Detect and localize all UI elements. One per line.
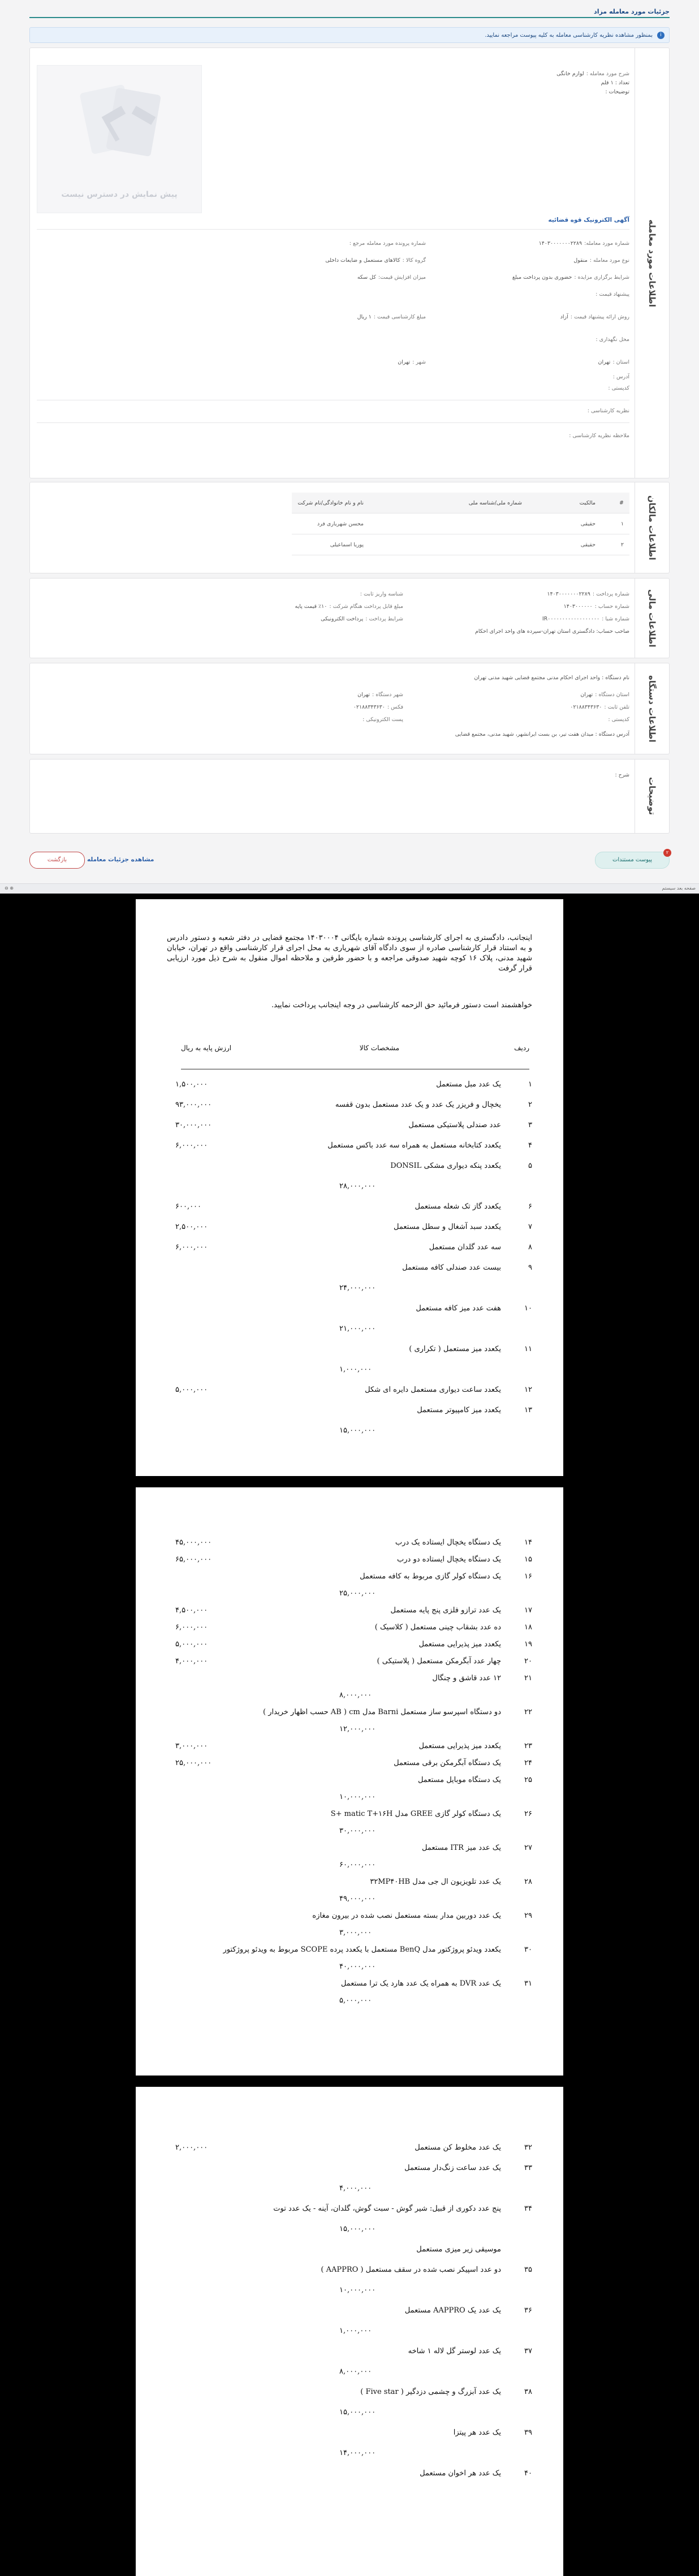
field-label: استان دستگاه : [595, 692, 629, 698]
item-number: ۲۱ [524, 1674, 532, 1682]
field-label: میزان افزایش قیمت: [378, 274, 426, 281]
desc-row [556, 71, 629, 77]
item-number: ۱۲ [524, 1386, 532, 1394]
back-button[interactable]: بازگشت [29, 852, 85, 869]
owner-name: پوریا اسماعیلی [292, 534, 369, 555]
item-value: ۶۰,۰۰۰,۰۰۰ [339, 1861, 376, 1869]
item-value: ۳۰,۰۰۰,۰۰۰ [339, 1827, 376, 1835]
info-alert [29, 27, 670, 43]
desc-value: لوازم خانگی [556, 71, 584, 77]
item-number: ۲ [528, 1101, 532, 1109]
item-value: ۱,۰۰۰,۰۰۰ [339, 1365, 372, 1374]
field-category [325, 257, 426, 264]
item-description: یکعدد میز کامپیوتر مستعمل [417, 1406, 501, 1414]
field-postcode [606, 385, 629, 391]
item-number: ۳۶ [524, 2306, 532, 2315]
item-number: ۳۸ [524, 2388, 532, 2396]
field-value: ۱۴۰۳۰۰۰۰۰۰ [563, 603, 593, 610]
notes-section [29, 759, 670, 834]
item-value: ۶,۰۰۰,۰۰۰ [175, 1141, 208, 1150]
item-description: یک عدد ساعت زنگ‌دار مستعمل [404, 2164, 501, 2172]
field-label: شرایط برگزاری مزایده : [574, 274, 629, 281]
item-number: ۱ [528, 1080, 532, 1089]
item-description: دو عدد اسپیکر نصب شده در سقف مستعمل ( AAPPRO ) [321, 2266, 501, 2274]
item-description: یکعدد میز پذیرایی مستعمل [418, 1742, 501, 1750]
item-value: ۴,۰۰۰,۰۰۰ [339, 2184, 372, 2193]
field-label: کدپستی : [608, 717, 629, 723]
item-description: یک عدد هر اخوان مستعمل [420, 2469, 501, 2478]
details-page [0, 0, 699, 894]
title-divider [29, 17, 670, 18]
field-value: حضوری بدون پرداخت مبلغ [512, 274, 572, 281]
item-value: ۶,۰۰۰,۰۰۰ [175, 1623, 208, 1632]
item-description: یک عدد میز ITR مستعمل [422, 1844, 501, 1852]
office-province [580, 692, 629, 698]
item-value: ۴,۵۰۰,۰۰۰ [175, 1606, 208, 1615]
footer-bar [0, 883, 699, 894]
item-value: ۱۵,۰۰۰,۰۰۰ [339, 2408, 376, 2417]
item-description: یک عدد لوستر گل لاله ۱ شاخه [408, 2347, 501, 2355]
field-value: تهران [598, 359, 611, 365]
header-cell: شماره ملی/شناسه ملی [369, 493, 528, 514]
field-value: تهران [398, 359, 411, 365]
field-value: IR۰۰۰۰۰۰۰۰۰۰۰۰۰۰۰۰۰۰ [542, 616, 600, 622]
item-number: ۱۰ [524, 1304, 532, 1313]
item-value: ۱,۰۰۰,۰۰۰ [339, 2327, 372, 2335]
field-item-type [573, 257, 629, 264]
field-label: نوع مورد معامله : [589, 257, 629, 264]
field-location [593, 336, 629, 343]
attachments-label: پیوست مستندات [612, 857, 653, 863]
item-number: ۲۸ [524, 1878, 532, 1886]
item-description: یک عدد DVR به همراه یک عدد هارد یک ترا مستعمل [340, 1979, 501, 1988]
item-description: دو دستگاه اسپرسو ساز مستعمل Barni مدل cm ( AB حسب اظهار خریدار ) [263, 1708, 501, 1716]
item-value: ۴,۰۰۰,۰۰۰ [175, 1657, 208, 1665]
field-label: پست الکترونیکی : [363, 717, 403, 723]
owners-table [292, 493, 629, 555]
item-description: یکعدد ساعت دیواری مستعمل دایره ای شکل [365, 1386, 501, 1394]
item-number: ۲۰ [524, 1657, 532, 1665]
owner-name: محسن شهریاری فرد [292, 514, 369, 534]
item-description: یک دستگاه یخچال ایستاده دو درب [397, 1555, 501, 1564]
field-value: منقول [573, 257, 588, 264]
field-value: ۰۲۱۸۸۳۴۳۶۳۰ [353, 704, 385, 710]
item-number: ۳۹ [524, 2428, 532, 2437]
owners-header [292, 493, 629, 514]
field-label: پیشنهاد قیمت : [596, 291, 629, 297]
desc-label: شرح مورد معامله : [586, 71, 629, 77]
item-description: عدد صندلی پلاستیکی مستعمل [408, 1121, 501, 1129]
office-address: آدرس دستگاه : میدان هفت تیر، بن بست ایرانشهر، شهید مدنی، مجتمع قضایی [455, 731, 629, 737]
field-value: آزاد [560, 314, 568, 320]
doc-intro2: خواهشمند است دستور فرمائید حق الزحمه کارشناسی در وجه اینجانب پرداخت نمایید. [271, 1001, 532, 1009]
footer-text: صفحه بعد سیستم [662, 886, 696, 891]
ad-link[interactable]: آگهی الکترونیک قوه قضائیه [548, 217, 629, 223]
item-number: ۳۵ [524, 2266, 532, 2274]
item-description: یک عدد آبزرگ و چشمی دزدگیر ( Five star ) [360, 2388, 501, 2396]
field-value: کل سکه [357, 274, 376, 281]
owner-index: ۱ [601, 514, 629, 534]
item-description: یک دستگاه کولر گازی مربوط به کافه مستعمل [360, 1572, 501, 1581]
owners-title: اطلاعات مالکان [647, 495, 657, 560]
item-description: یکعدد ویدئو پروژکتور مدل BenQ مستعمل با یکعدد پرده SCOPE مربوط به ویدئو پروژکتور [223, 1945, 501, 1954]
item-value: ۶۵,۰۰۰,۰۰۰ [175, 1555, 212, 1564]
item-value: ۲۵,۰۰۰,۰۰۰ [339, 1589, 376, 1598]
item-number: ۴ [528, 1141, 532, 1150]
item-value: ۴۰,۰۰۰,۰۰۰ [339, 1962, 376, 1971]
item-number: ۱۵ [524, 1555, 532, 1564]
item-number: ۹ [528, 1263, 532, 1272]
item-value: ۸,۰۰۰,۰۰۰ [339, 1691, 372, 1699]
item-description: موسیقی زیر میزی مستعمل [416, 2245, 501, 2254]
item-value: ۲,۰۰۰,۰۰۰ [175, 2143, 208, 2152]
item-description: یک عدد ترازو فلزی پنج پایه مستعمل [390, 1606, 501, 1615]
office-post [606, 717, 629, 723]
field-label: نظریه کارشناسی : [587, 408, 629, 414]
field-label: شرایط پرداخت : [365, 616, 403, 622]
field-increase [357, 274, 426, 281]
field-label: مبلغ قابل پرداخت هنگام شرکت : [329, 603, 403, 610]
office-name: نام دستگاه : واحد اجرای احکام مدنی مجتمع قضایی شهید مدنی تهران [474, 675, 629, 681]
col-spec: مشخصات کالا [359, 1044, 399, 1052]
item-value: ۱۲,۰۰۰,۰۰۰ [339, 1725, 376, 1733]
item-number: ۳۱ [524, 1979, 532, 1988]
field-label: گروه کالا : [402, 257, 426, 264]
field-label: شناسه واریز ثابت : [360, 591, 403, 597]
field-value: کالاهای مستعمل و ضایعات داخلی [325, 257, 400, 264]
item-value: ۴۵,۰۰۰,۰۰۰ [175, 1538, 212, 1547]
owner-id [369, 534, 528, 555]
item-number: ۳۴ [524, 2204, 532, 2213]
col-row: ردیف [514, 1044, 529, 1052]
item-description: یک عدد دوربین مدار بسته مستعمل نصب شده در بیرون مغازه [312, 1911, 501, 1920]
item-info-side [635, 48, 669, 478]
field-label: مبلغ کارشناسی قیمت : [373, 314, 426, 320]
item-number: ۱۳ [524, 1406, 532, 1414]
table-row [292, 514, 629, 534]
item-value: ۱۴,۰۰۰,۰۰۰ [339, 2449, 376, 2457]
item-number: ۲۹ [524, 1911, 532, 1920]
item-value: ۲۱,۰۰۰,۰۰۰ [339, 1324, 376, 1333]
field-payment-terms [321, 616, 403, 622]
finance-section [29, 578, 670, 658]
alert-text: بمنظور مشاهده نظریه کارشناسی معامله به کلیه پیوست مراجعه نمایید. [485, 32, 653, 38]
table-row [292, 534, 629, 555]
header-cell: # [601, 493, 629, 514]
item-number: ۳۷ [524, 2347, 532, 2355]
office-city [357, 692, 403, 698]
office-email [360, 717, 403, 723]
field-case-number [347, 240, 426, 247]
item-description: یک دستگاه موبایل مستعمل [417, 1776, 501, 1784]
field-label: آدرس : [612, 374, 629, 380]
document-page-1 [136, 899, 563, 1476]
field-label: تلفن ثابت : [604, 704, 629, 710]
doc-intro: اینجانب، دادگستری به اجرای کارشناسی پرونده شماره بایگانی ۱۴۰۳۰۰۰۴ مجتمع قضایی در دفتر شعبه و دستور دادرس و به استناد قرار کارشناسی صادره از سوی دادگاه آقای شهریاری به محل اجرای قرار کارشناسی واقع در تهران، خیابان شهید مدنی، پلاک ۱۶ کوچه شهید صدوقی مراجعه و با حضور طرفین و ملاحظه اموال منقول به شرح ذیل مورد ارزیابی قرار گرفت [167, 934, 532, 973]
owner-index: ۲ [601, 534, 629, 555]
field-item-number [539, 240, 629, 247]
field-label: شماره پرداخت : [592, 591, 629, 597]
field-offer [593, 291, 629, 297]
field-value: پرداخت الکترونیکی [321, 616, 364, 622]
field-value: ۱۰٪ قیمت پایه [295, 603, 327, 610]
field-label: شماره مورد معامله: [584, 240, 629, 247]
item-number: ۳۲ [524, 2143, 532, 2152]
item-value: ۸,۰۰۰,۰۰۰ [339, 2367, 372, 2376]
field-value: ۱۴۰۳۰۰۰۰۰۰۰۲۲۸۹ [538, 240, 582, 247]
item-value: ۶۰۰,۰۰۰ [175, 1202, 202, 1211]
item-description: یکعدد میز مستعمل ( تکراری ) [409, 1345, 501, 1353]
item-number: ۲۷ [524, 1844, 532, 1852]
field-label: شهر دستگاه : [372, 692, 403, 698]
page-title: جزئیات مورد معامله مزاد [594, 8, 670, 15]
finance-side [635, 579, 669, 658]
owners-section [29, 482, 670, 573]
divider [37, 422, 629, 423]
document-page-3 [136, 2087, 563, 2576]
owner-id [369, 514, 528, 534]
document-page-2 [136, 1487, 563, 2076]
item-description: یک عدد تلویزیون ال جی مدل ۳۲MP۴۰HB [370, 1878, 501, 1886]
item-description: چهار عدد آبگرمکن مستعمل ( پلاستیکی ) [377, 1657, 501, 1665]
header-cell: نام و نام خانوادگی/نام شرکت [292, 493, 369, 514]
owner-type: حقیقی [528, 534, 601, 555]
item-number: ۲۴ [524, 1759, 532, 1767]
field-label: شماره شبا : [602, 616, 629, 622]
item-value: ۳,۰۰۰,۰۰۰ [339, 1928, 372, 1937]
item-description: هفت عدد میز کافه مستعمل [416, 1304, 501, 1313]
item-number: ۱۶ [524, 1572, 532, 1581]
image-placeholder [37, 65, 202, 213]
office-side [635, 663, 669, 754]
item-description: یک دستگاه کولر گازی GREE مدل S+ matic T+۱۶H [330, 1810, 501, 1818]
field-city [398, 359, 426, 365]
field-label: محل نگهداری : [596, 336, 629, 343]
item-description: یکعدد پنکه دیواری مشکی DONSIL [390, 1162, 501, 1170]
item-value: ۲۴,۰۰۰,۰۰۰ [339, 1284, 376, 1292]
field-value: تهران [357, 692, 370, 698]
field-label: فکس : [387, 704, 403, 710]
field-payment-number [547, 591, 629, 597]
item-value: ۱۰,۰۰۰,۰۰۰ [339, 1793, 376, 1801]
item-description: ۱۲ عدد قاشق و چنگال [432, 1674, 501, 1682]
item-description: ده عدد بشقاب چینی مستعمل ( کلاسیک ) [374, 1623, 501, 1632]
field-offer-method [560, 314, 629, 320]
finance-title: اطلاعات مالی [647, 589, 657, 648]
field-payable [295, 603, 403, 610]
field-label: شماره حساب : [594, 603, 629, 610]
field-view-opinion [567, 433, 629, 439]
item-description: یک عدد هر پیتزا [453, 2428, 501, 2437]
office-section [29, 663, 670, 754]
item-number: ۱۱ [524, 1345, 532, 1353]
divider [37, 229, 629, 230]
item-description: یکعدد سبد آشغال و سطل مستعمل [394, 1223, 501, 1231]
item-number: ۷ [528, 1223, 532, 1231]
item-number: ۳۳ [524, 2164, 532, 2172]
view-details-link[interactable]: مشاهده جزئیات معامله [87, 856, 154, 863]
item-info-section [29, 48, 670, 478]
item-number: ۱۷ [524, 1606, 532, 1615]
item-number: ۲۵ [524, 1776, 532, 1784]
item-value: ۵,۰۰۰,۰۰۰ [339, 1996, 372, 2005]
field-label: شماره پرونده مورد معامله مرجع : [349, 240, 426, 247]
item-number: ۳۰ [524, 1945, 532, 1954]
item-number: ۸ [528, 1243, 532, 1252]
field-value: ۱ ریال [357, 314, 372, 320]
item-value: ۵,۰۰۰,۰۰۰ [175, 1386, 208, 1394]
account-owner: صاحب حساب: دادگستری استان تهران-سپرده های واحد اجرای احکام [474, 628, 629, 635]
item-description: یخچال و فریزر یک عدد و یک عدد مستعمل بدون قفسه [335, 1101, 501, 1109]
item-value: ۲۸,۰۰۰,۰۰۰ [339, 1182, 376, 1190]
field-label: استان : [612, 359, 629, 365]
item-number: ۱۹ [524, 1640, 532, 1649]
item-value: ۲۵,۰۰۰,۰۰۰ [175, 1759, 212, 1767]
item-value: ۱۵,۰۰۰,۰۰۰ [339, 1426, 376, 1435]
item-description: پنج عدد دکوری از قبیل: شیر گوش - سبت گوش، گلدان، آینه - یک عدد توت [273, 2204, 501, 2213]
col-value: ارزش پایه به ریال [181, 1044, 232, 1052]
attachments-button[interactable] [595, 852, 670, 869]
office-title: اطلاعات دستگاه [647, 675, 657, 743]
item-number: ۲۲ [524, 1708, 532, 1716]
office-tel [570, 704, 629, 710]
field-label: کدپستی : [608, 385, 629, 391]
field-label: ملاحظه نظریه کارشناسی : [569, 433, 629, 439]
item-number: ۶ [528, 1202, 532, 1211]
item-value: ۶,۰۰۰,۰۰۰ [175, 1243, 208, 1252]
item-description: یک عدد یک AAPPRO مستعمل [404, 2306, 501, 2315]
notes-side [635, 760, 669, 833]
item-description: سه عدد گلدان مستعمل [429, 1243, 501, 1252]
item-number: ۳ [528, 1121, 532, 1129]
desc-count: تعداد : ۱ قلم [601, 80, 629, 86]
field-label: شهر : [412, 359, 426, 365]
item-number: ۲۳ [524, 1742, 532, 1750]
item-value: ۳۰,۰۰۰,۰۰۰ [175, 1121, 212, 1129]
item-value: ۲,۵۰۰,۰۰۰ [175, 1223, 208, 1231]
item-number: ۲۶ [524, 1810, 532, 1818]
item-description: یکعدد میز پذیرایی مستعمل [418, 1640, 501, 1649]
item-description: یک دستگاه یخچال ایستاده یک درب [395, 1538, 501, 1547]
item-number: ۱۴ [524, 1538, 532, 1547]
field-expert-opinion [585, 408, 629, 414]
item-description: یک دستگاه آبگرمکن برقی مستعمل [394, 1759, 501, 1767]
attachments-badge: ۲ [663, 849, 671, 857]
notes-title: توضیحات [647, 777, 657, 815]
item-value: ۹۳,۰۰۰,۰۰۰ [175, 1101, 212, 1109]
field-account-number [564, 603, 629, 610]
desc-notes: توضیحات : [605, 89, 629, 95]
field-deposit-id [358, 591, 403, 597]
item-description: یکعدد گاز تک شعله مستعمل [415, 1202, 501, 1211]
header-cell: مالکیت [528, 493, 601, 514]
field-value: ۱۴۰۳۰۰۰۰۰۰۰۲۲۸۹ [547, 591, 590, 597]
image-placeholder-text: پیش نمایش در دسترس نیست [61, 190, 178, 199]
item-description: یک عدد مخلوط کن مستعمل [415, 2143, 501, 2152]
item-number: ۱۸ [524, 1623, 532, 1632]
field-expert-price [357, 314, 426, 320]
owner-type: حقیقی [528, 514, 601, 534]
info-icon: i [657, 32, 665, 39]
field-value: تهران [580, 692, 593, 698]
owners-side [635, 482, 669, 573]
field-sheba [542, 616, 629, 622]
item-value: ۳,۰۰۰,۰۰۰ [175, 1742, 208, 1750]
item-description: یک عدد مبل مستعمل [436, 1080, 501, 1089]
item-info-title: اطلاعات مورد معامله [647, 219, 657, 307]
field-province [598, 359, 629, 365]
field-conditions [512, 274, 629, 281]
field-address [611, 374, 629, 380]
item-number: ۴۰ [524, 2469, 532, 2478]
item-description: یکعدد کتابخانه مستعمل به همراه سه عدد باکس مستعمل [327, 1141, 501, 1150]
item-number: ۵ [528, 1162, 532, 1170]
footer-icons: ⊕ ⊖ [5, 886, 14, 891]
notes-label: شرح : [615, 772, 629, 778]
item-value: ۱۰,۰۰۰,۰۰۰ [339, 2286, 376, 2294]
item-value: ۴۹,۰۰۰,۰۰۰ [339, 1895, 376, 1903]
field-value: ۰۲۱۸۸۳۴۳۶۳۰ [570, 704, 602, 710]
office-fax [353, 704, 403, 710]
item-value: ۵,۰۰۰,۰۰۰ [175, 1640, 208, 1649]
item-value: ۱,۵۰۰,۰۰۰ [175, 1080, 208, 1089]
field-label: روش ارائه پیشنهاد قیمت : [570, 314, 629, 320]
item-description: بیست عدد صندلی کافه مستعمل [402, 1263, 501, 1272]
item-value: ۱۵,۰۰۰,۰۰۰ [339, 2225, 376, 2233]
